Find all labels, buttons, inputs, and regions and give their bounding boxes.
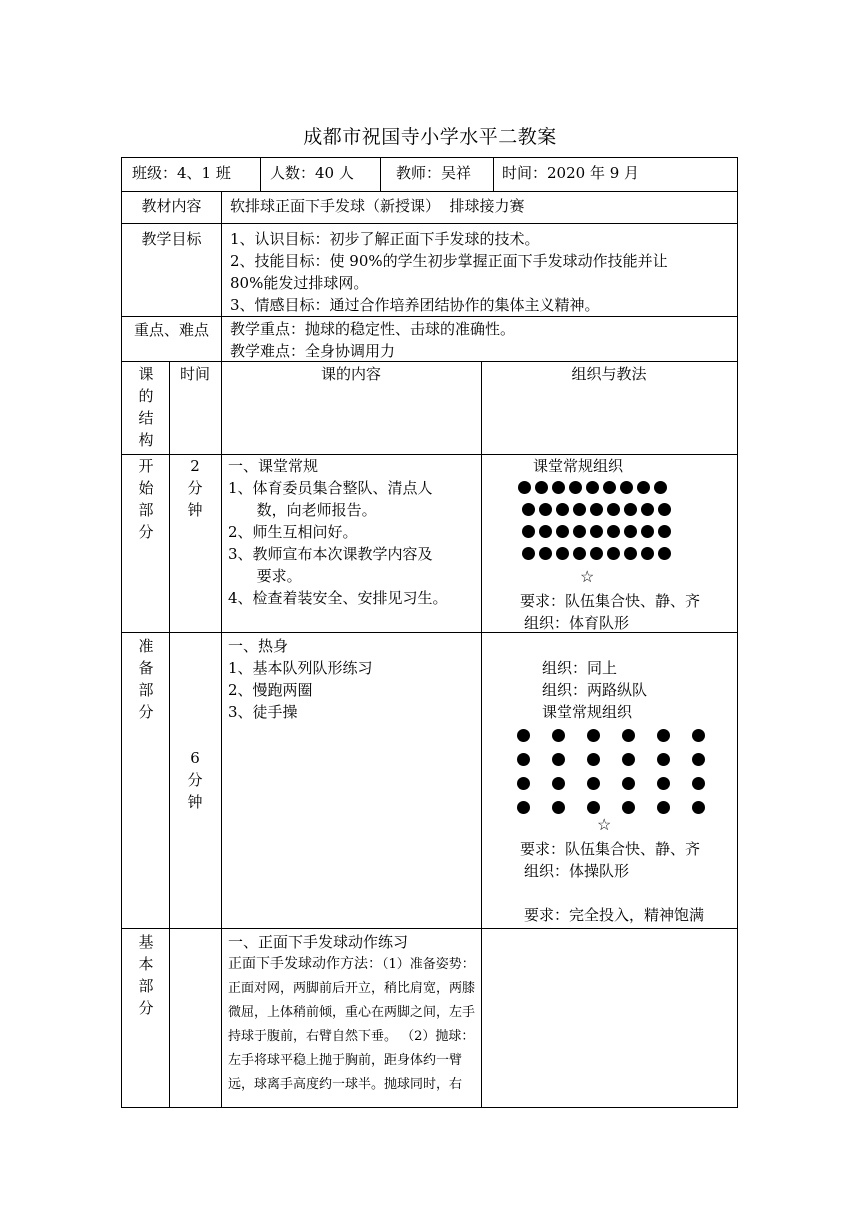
student-dot: [587, 801, 600, 814]
student-dot: [657, 777, 670, 790]
start-part: 开 始 部 分: [138, 457, 154, 541]
header-method: 组织与教法: [571, 365, 647, 383]
student-dot: [590, 547, 603, 560]
student-dot: [539, 547, 552, 560]
goals-label: 教学目标: [141, 230, 202, 248]
start-method-title: 课堂常规组织: [533, 457, 624, 475]
prep-time: 6 分 钟: [187, 749, 203, 811]
student-dot: [692, 777, 705, 790]
difficulty-point: 教学难点：全身协调用力: [230, 342, 396, 360]
header-content: 课的内容: [320, 365, 381, 383]
student-dot: [587, 777, 600, 790]
prep-part: 准 备 部 分: [138, 637, 154, 721]
prep-method-req: 要求：队伍集合快、静、齐: [520, 840, 701, 858]
student-dot: [535, 481, 548, 494]
student-dot: [658, 547, 671, 560]
student-dot: [641, 547, 654, 560]
student-dot: [654, 481, 667, 494]
prep-method-1: 组织：同上: [542, 659, 618, 677]
student-dot: [569, 481, 582, 494]
start-c1: 一、课堂常规: [228, 457, 319, 475]
student-dot: [658, 503, 671, 516]
student-dot: [587, 729, 600, 742]
start-c3: 数，向老师报告。: [228, 501, 377, 519]
prep-c3: 2、慢跑两圈: [228, 681, 313, 699]
key-label: 重点、难点: [133, 321, 209, 339]
student-dot: [622, 729, 635, 742]
student-dot: [539, 525, 552, 538]
start-c4: 2、师生互相问好。: [228, 523, 358, 541]
student-dot: [622, 801, 635, 814]
prep-method-2: 组织：两路纵队: [542, 681, 648, 699]
student-dot: [692, 753, 705, 766]
student-dot: [522, 547, 535, 560]
page-title: 成都市祝国寺小学水平二教案: [303, 126, 557, 148]
prep-method-3: 课堂常规组织: [542, 703, 633, 721]
prep-c1: 一、热身: [228, 637, 289, 655]
student-dot: [552, 753, 565, 766]
key-point: 教学重点：抛球的稳定性、击球的准确性。: [230, 320, 516, 338]
prep-c4: 3、徒手操: [228, 703, 298, 721]
student-dot: [522, 525, 535, 538]
start-method-req: 要求：队伍集合快、静、齐: [520, 592, 701, 610]
student-dot: [517, 729, 530, 742]
info-row: [121, 157, 738, 191]
basic-c1: 一、正面下手发球动作练习: [228, 933, 409, 951]
basic-row: [121, 928, 738, 1108]
student-dot: [624, 503, 637, 516]
header-structure: 课 的 结 构: [138, 365, 154, 449]
student-dot: [556, 503, 569, 516]
material-row: [121, 191, 738, 223]
student-dot: [586, 481, 599, 494]
prep-row: [121, 632, 738, 928]
material-label: 教材内容: [141, 197, 202, 215]
time-info: 时间：2020 年 9 月: [502, 164, 640, 182]
people-info: 人数：40 人: [270, 164, 354, 182]
student-dot: [607, 525, 620, 538]
student-dot: [590, 525, 603, 538]
student-dot: [573, 503, 586, 516]
student-dot: [657, 801, 670, 814]
student-dot: [658, 525, 671, 538]
student-dot: [624, 547, 637, 560]
start-c2: 1、体育委员集合整队、清点人: [228, 479, 433, 497]
start-method-org: 组织：体育队形: [524, 614, 630, 632]
student-dot: [552, 801, 565, 814]
header-row: [121, 361, 738, 454]
student-dot: [657, 729, 670, 742]
material-value: 软排球正面下手发球（新授课） 排球接力赛: [230, 197, 525, 215]
student-dot: [552, 481, 565, 494]
student-dot: [620, 481, 633, 494]
student-dot: [517, 753, 530, 766]
student-dot: [587, 753, 600, 766]
class-info: 班级：4、1 班: [132, 164, 231, 182]
start-c7: 4、检查着装安全、安排见习生。: [228, 589, 448, 607]
start-c6: 要求。: [228, 567, 302, 585]
student-dot: [624, 525, 637, 538]
student-dot: [607, 503, 620, 516]
header-time: 时间: [179, 365, 210, 383]
goal-3: 3、情感目标：通过合作培养团结协作的集体主义精神。: [230, 296, 600, 314]
student-dot: [637, 481, 650, 494]
student-dot: [622, 777, 635, 790]
student-dot: [517, 801, 530, 814]
student-dot: [522, 503, 535, 516]
teacher-star-icon-2: ☆: [597, 815, 612, 834]
teacher-info: 教师：吴祥: [396, 164, 472, 182]
student-dot: [556, 525, 569, 538]
student-dot: [573, 547, 586, 560]
student-dot: [518, 481, 531, 494]
prep-method-req2: 要求：完全投入，精神饱满: [524, 906, 705, 924]
student-dot: [552, 729, 565, 742]
student-dot: [657, 753, 670, 766]
basic-c2: [228, 953, 480, 1108]
student-dot: [603, 481, 616, 494]
start-time: 2 分 钟: [187, 457, 203, 519]
student-dot: [692, 729, 705, 742]
goal-2: 2、技能目标：使 90%的学生初步掌握正面下手发球动作技能并让: [230, 252, 668, 270]
student-dot: [573, 525, 586, 538]
basic-part: 基 本 部 分: [138, 933, 154, 1017]
student-dot: [692, 801, 705, 814]
goal-1: 1、认识目标：初步了解正面下手发球的技术。: [230, 230, 540, 248]
student-dot: [641, 503, 654, 516]
prep-method-org: 组织：体操队形: [524, 862, 630, 880]
student-dot: [607, 547, 620, 560]
student-dot: [517, 777, 530, 790]
student-dot: [641, 525, 654, 538]
student-dot: [590, 503, 603, 516]
prep-c2: 1、基本队列队形练习: [228, 659, 373, 677]
start-row: [121, 454, 738, 632]
student-dot: [622, 753, 635, 766]
student-dot: [552, 777, 565, 790]
goals-row: [121, 223, 738, 316]
key-row: [121, 316, 738, 361]
goal-2b: 80%能发过排球网。: [230, 274, 369, 292]
basic-method-title: 正面下手发球动作方法：: [228, 956, 382, 972]
basic-method-text: （1）准备姿势：正面对网，两脚前后开立，稍比肩宽，两膝微屈，上体稍前倾，重心在两脚之间，左手持球于腹前，右臂自然下垂。 （2）抛球：左手将球平稳上抛于胸前，距身体约一臂远，球离手高度约一球半。抛球同时，右: [228, 957, 476, 1092]
teacher-star-icon: ☆: [580, 567, 595, 586]
student-dot: [556, 547, 569, 560]
start-c5: 3、教师宣布本次课教学内容及: [228, 545, 433, 563]
student-dot: [539, 503, 552, 516]
